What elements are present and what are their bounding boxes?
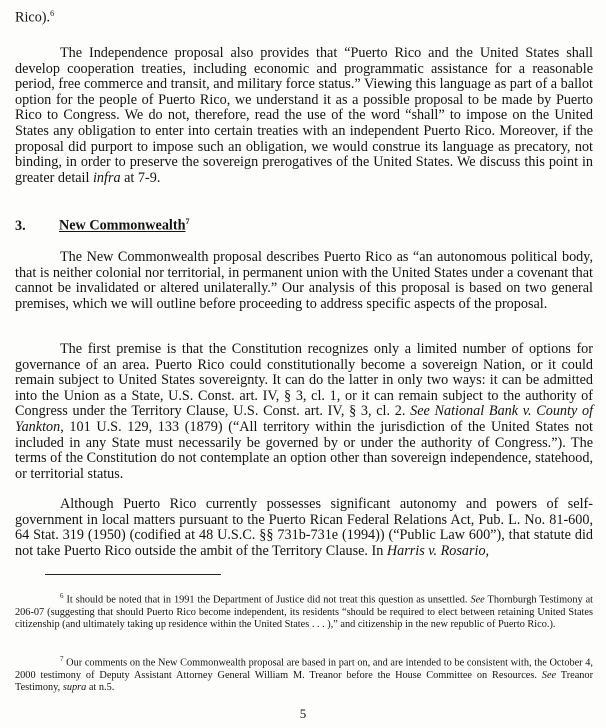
section-number: 3. bbox=[15, 217, 26, 234]
paragraph-commonwealth bbox=[15, 250, 593, 312]
paragraph-independence bbox=[15, 46, 593, 186]
section-title: New Commonwealth bbox=[59, 217, 186, 234]
continued-line bbox=[15, 6, 593, 26]
paragraph-first-premise bbox=[15, 342, 593, 482]
footnote-divider bbox=[45, 574, 221, 575]
paragraph-independence-text: The Independence proposal also provides that “Puerto Rico and the United States shall develop cooperation treaties, including economic and programmatic assistance for a reasonable period, free commerce and transit, and military force status.” Viewing this language as part of a ballot option for the people of Puerto Rico, we understand it as a possible proposal to be made by Puerto Rico to Congress. We do not, therefore, read the use of the word “shall” to impose on the United States any obligation to enter into certain treaties with an independent Puerto Rico. Moreover, if the proposal did purport to impose such an obligation, we would construe its language as precatory, not binding, in order to preserve the sovereign prerogatives of the United States. We discuss this point in greater detail infra at 7-9. bbox=[15, 45, 593, 186]
paragraph-commonwealth-text: The New Commonwealth proposal describes Puerto Rico as “an autonomous political body, that is neither colonial nor territorial, in permanent union with the United States under a covenant that cannot be invalidated or altered unilaterally.” Our analysis of this proposal is based on two general premises, which we will outline before proceeding to address specific aspects of the proposal. bbox=[15, 249, 593, 312]
footnote-7 bbox=[15, 653, 593, 695]
continued-text: Rico). bbox=[15, 9, 51, 26]
footnote-6 bbox=[15, 590, 593, 632]
footnote-ref-6: 6 bbox=[50, 9, 55, 18]
paragraph-autonomy bbox=[15, 497, 593, 559]
footnote-ref-7: 7 bbox=[185, 217, 190, 226]
footnote-6-text: $^6$ It should be noted that in 1991 the Department of Justice did not treat this question as unsettled. See Thornburgh Testimony at 206-07 (suggesting that should Puerto Rico become independent, its residents “should be required to elect between retaining United States citizenship (and ultimately taking up residence within the United States . . . ),” and citizenship in the new republic of Puerto Rico.). bbox=[15, 592, 594, 631]
footnote-7-text: $^7$ Our comments on the New Commonwealth proposal are based in part on, and are intended to be consistent with, the October 4, 2000 testimony of Deputy Assistant Attorney General William M. Treanor before the House Committee on Resources. See Treanor Testimony, supra at n.5. bbox=[15, 655, 593, 694]
paragraph-first-premise-text: The first premise is that the Constitution recognizes only a limited number of options for governance of an area. Puerto Rico could constitutionally become a sovereign Nation, or it could remain subject to United States sovereignty. It can do the latter in only two ways: it can be admitted into the Union as a State, U.S. Const. art. IV, § 3, cl. 1, or it can remain subject to the authority of Congress under the Territory Clause, U.S. Const. art. IV, § 3, cl. 2. See National Bank v. County of Yankton, 101 U.S. 129, 133 (1879) (“All territory within the jurisdiction of the United States not included in any State must necessarily be governed by or under the authority of Congress.”). The terms of the Constitution do not contemplate an option other than sovereign independence, statehood, or territorial status. bbox=[15, 341, 594, 482]
footnote-6-mark: 6 bbox=[60, 592, 64, 600]
paragraph-autonomy-text: Although Puerto Rico currently possesses significant autonomy and powers of self-government in local matters pursuant to the Puerto Rican Federal Relations Act, Pub. L. No. 81-600, 64 Stat. 319 (1950) (codified at 48 U.S.C. §§ 731b-731e (1994)) (“Public Law 600”), that statute did not take Puerto Rico outside the ambit of the Territory Clause. In Harris v. Rosario, bbox=[15, 496, 593, 559]
section-heading bbox=[15, 217, 190, 235]
page-number: 5 bbox=[299, 706, 307, 721]
footnote-7-mark: 7 bbox=[60, 655, 64, 663]
